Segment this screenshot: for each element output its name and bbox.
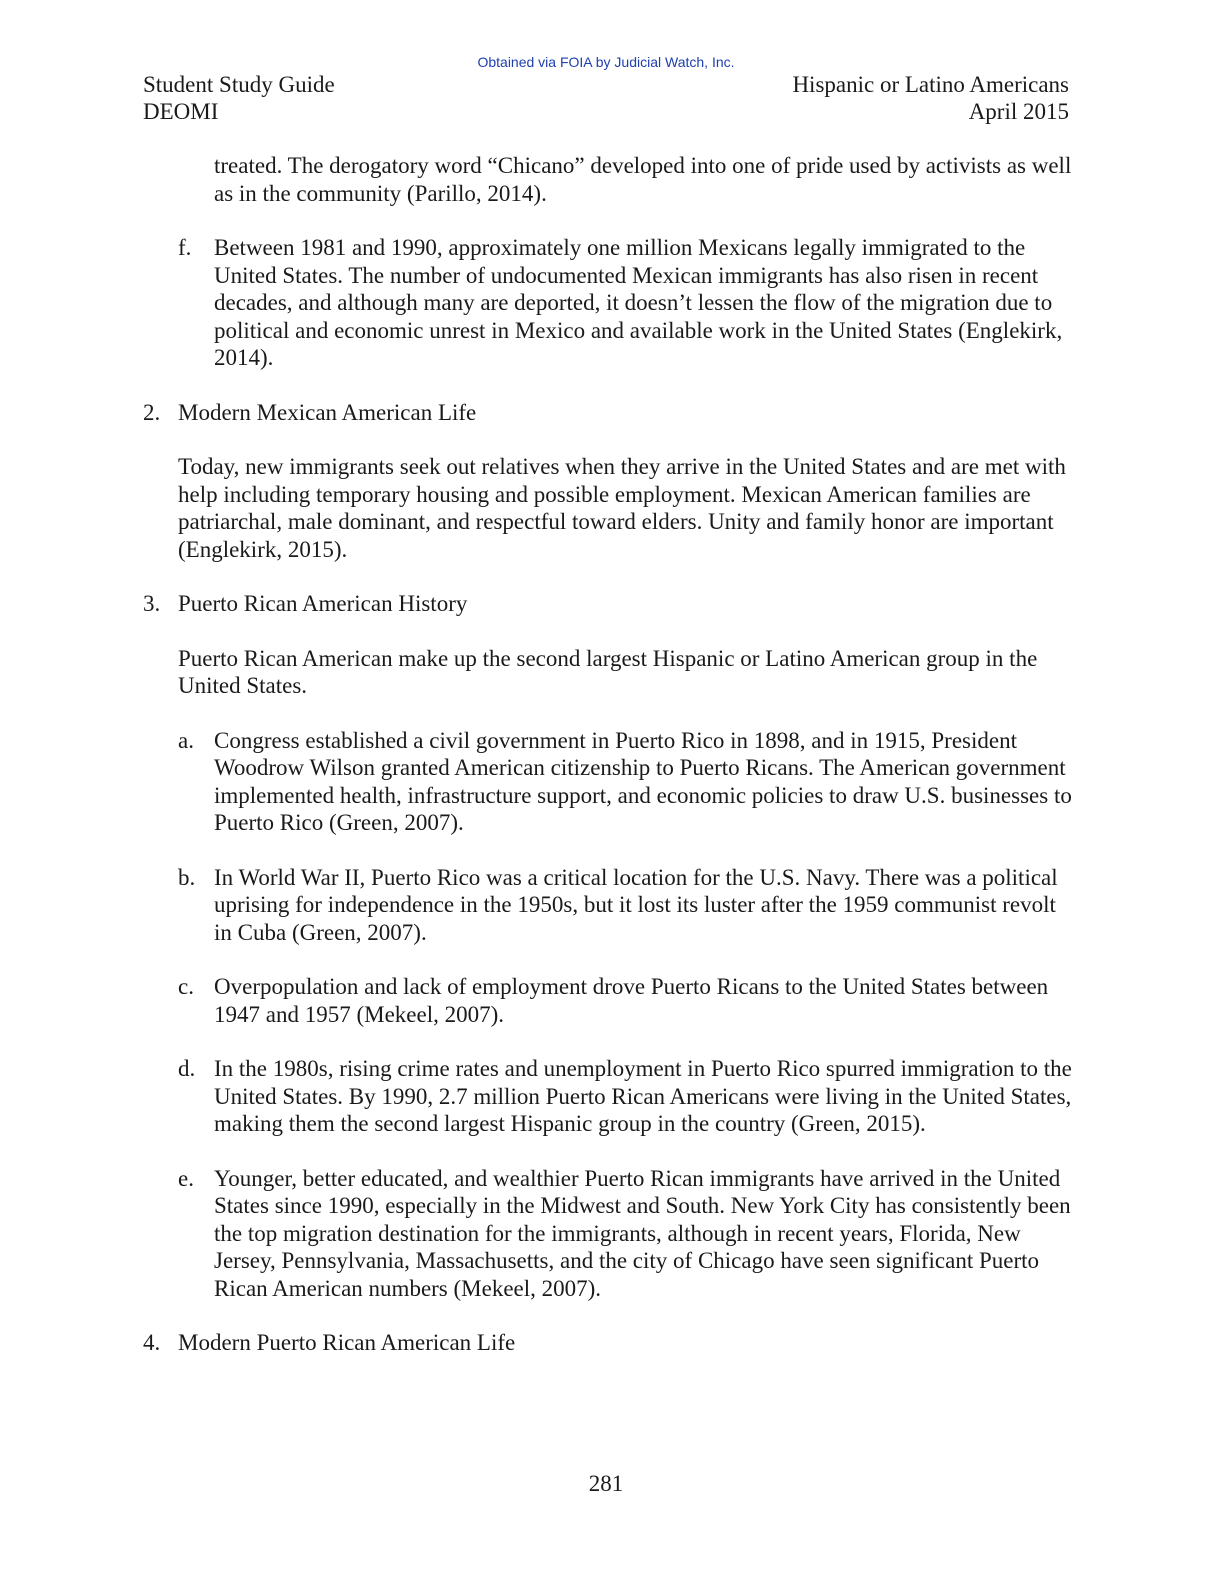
list-item-a	[143, 727, 1073, 837]
section-3-body: Puerto Rican American make up the second largest Hispanic or Latino American group in the United States.	[178, 645, 1038, 698]
header-doc-title: Student Study Guide	[143, 72, 335, 97]
continuation-paragraph: treated. The derogatory word “Chicano” developed into one of pride used by activists as well as in the community (Parillo, 2014).	[214, 153, 1072, 206]
section-title: Modern Mexican American Life	[178, 399, 477, 425]
header-left	[143, 71, 335, 125]
section-number: 2.	[143, 399, 161, 425]
page-number: 281	[588, 1471, 624, 1496]
list-item-d	[143, 1055, 1073, 1138]
list-item-text: Between 1981 and 1990, approximately one million Mexicans legally immigrated to the United States. The number of undocumented Mexican immigrants has also risen in recent decades, and although many are deported, it doesn’t lessen the flow of the migration due to political and economic unrest in Mexico and available work in the United States (Englekirk, 2014).	[214, 235, 1063, 370]
list-item-label: a.	[178, 727, 194, 753]
section-number: 4.	[143, 1330, 161, 1355]
list-item-label: d.	[178, 1056, 196, 1081]
section-heading-2	[143, 399, 1073, 427]
header-org: DEOMI	[143, 99, 219, 124]
list-item-label: b.	[178, 864, 196, 890]
section-title: Modern Puerto Rican American Life	[178, 1330, 516, 1355]
section-heading-3	[143, 590, 1073, 618]
list-item-label: f.	[178, 235, 192, 260]
list-item-label: c.	[178, 974, 194, 999]
list-item-e	[143, 1165, 1073, 1303]
list-item-c	[143, 973, 1073, 1028]
header-topic: Hispanic or Latino Americans	[792, 72, 1069, 97]
section-title: Puerto Rican American History	[178, 591, 468, 616]
header-date: April 2015	[968, 99, 1069, 124]
foia-watermark: Obtained via FOIA by Judicial Watch, Inc.	[477, 54, 735, 70]
list-item-label: e.	[178, 1165, 194, 1191]
list-item-f	[143, 234, 1073, 372]
list-item-b	[143, 864, 1073, 947]
document-body	[143, 152, 1073, 1384]
list-item-text: In the 1980s, rising crime rates and unemployment in Puerto Rico spurred immigration to the United States. By 1990, 2.7 million Puerto Rican Americans were living in the United States, making them the second largest Hispanic group in the country (Green, 2015).	[214, 1056, 1072, 1136]
list-item-text: Overpopulation and lack of employment drove Puerto Ricans to the United States between 1947 and 1957 (Mekeel, 2007).	[214, 974, 1049, 1027]
list-item-text: In World War II, Puerto Rico was a critical location for the U.S. Navy. There was a political uprising for independence in the 1950s, but it lost its luster after the 1959 communist revolt in Cuba (Green, 2007).	[214, 864, 1058, 945]
section-2-body: Today, new immigrants seek out relatives when they arrive in the United States and are met with help including temporary housing and possible employment. Mexican American families are patriarchal, male dominant, and respectful toward elders. Unity and family honor are important (Englekirk, 2015).	[178, 454, 1066, 562]
list-item-text: Younger, better educated, and wealthier Puerto Rican immigrants have arrived in the United States since 1990, especially in the Midwest and South. New York City has consistently been the top migration destination for the immigrants, although in recent years, Florida, New Jersey, Pennsylvania, Massachusetts, and the city of Chicago have seen significant Puerto Rican American numbers (Mekeel, 2007).	[214, 1165, 1071, 1301]
list-item-text: Congress established a civil government in Puerto Rico in 1898, and in 1915, President Woodrow Wilson granted American citizenship to Puerto Ricans. The American government implemented health, infrastructure support, and economic policies to draw U.S. businesses to Puerto Rico (Green, 2007).	[214, 727, 1072, 835]
header-right	[792, 71, 1069, 125]
section-heading-4	[143, 1329, 1073, 1357]
section-number: 3.	[143, 591, 161, 616]
